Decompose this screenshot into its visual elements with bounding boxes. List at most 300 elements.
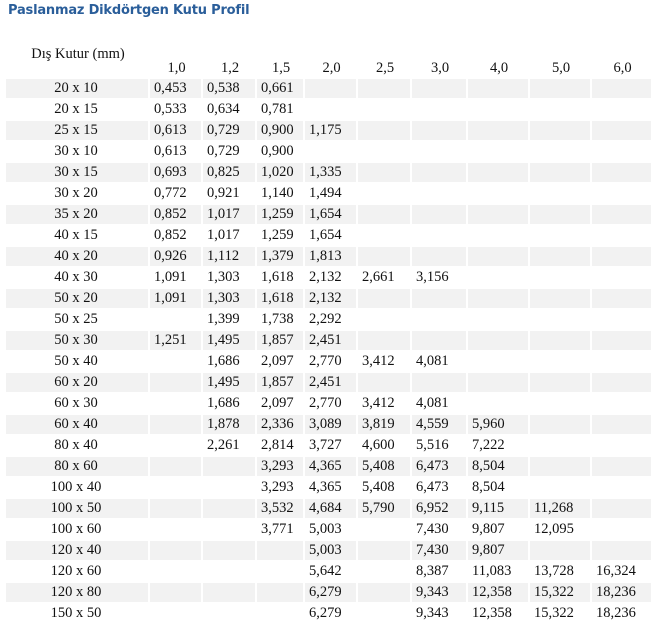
weight-cell: 5,003 <box>305 541 358 562</box>
weight-cell: 9,807 <box>468 520 530 541</box>
dimension-cell: 25 x 15 <box>6 121 150 142</box>
weight-cell: 0,729 <box>203 142 257 163</box>
weight-cell: 6,279 <box>305 604 358 625</box>
table-row <box>6 457 653 478</box>
weight-cell: 1,738 <box>257 310 305 331</box>
weight-cell: 1,259 <box>257 205 305 226</box>
table-row <box>6 163 653 184</box>
weight-cell <box>412 163 468 184</box>
weight-cell: 4,081 <box>412 352 468 373</box>
weight-cell: 9,115 <box>468 499 530 520</box>
weight-cell <box>592 205 653 226</box>
thickness-header: 1,5 <box>271 60 291 76</box>
weight-cell <box>412 247 468 268</box>
weight-cell <box>592 268 653 289</box>
weight-cell <box>150 604 203 625</box>
weight-cell <box>150 541 203 562</box>
table-row <box>6 415 653 436</box>
weight-cell <box>412 289 468 310</box>
weight-cell <box>592 289 653 310</box>
weight-cell: 2,097 <box>257 394 305 415</box>
weight-cell: 2,097 <box>257 352 305 373</box>
thickness-header: 1,2 <box>220 60 240 76</box>
table-row <box>6 499 653 520</box>
weight-cell: 6,473 <box>412 478 468 499</box>
dimension-cell: 60 x 20 <box>6 373 150 394</box>
weight-cell: 12,358 <box>468 604 530 625</box>
weight-cell <box>412 79 468 100</box>
weight-cell <box>468 226 530 247</box>
weight-cell <box>530 268 592 289</box>
weight-cell <box>530 100 592 121</box>
weight-cell: 0,533 <box>150 100 203 121</box>
weight-cell: 1,140 <box>257 184 305 205</box>
weight-cell: 1,857 <box>257 331 305 352</box>
weight-cell: 0,900 <box>257 142 305 163</box>
weight-cell <box>150 457 203 478</box>
weight-cell: 0,729 <box>203 121 257 142</box>
weight-cell <box>412 121 468 142</box>
weight-cell <box>592 184 653 205</box>
weight-cell: 13,728 <box>530 562 592 583</box>
weight-cell <box>257 562 305 583</box>
weight-cell: 7,222 <box>468 436 530 457</box>
weight-cell <box>203 520 257 541</box>
weight-cell <box>358 583 412 604</box>
weight-cell <box>468 310 530 331</box>
dimension-cell: 80 x 60 <box>6 457 150 478</box>
weight-cell <box>530 205 592 226</box>
weight-cell: 0,693 <box>150 163 203 184</box>
weight-cell <box>468 205 530 226</box>
weight-cell: 4,081 <box>412 394 468 415</box>
weight-cell <box>203 499 257 520</box>
profile-weight-table <box>6 46 653 625</box>
weight-cell: 1,091 <box>150 268 203 289</box>
weight-cell <box>592 142 653 163</box>
weight-cell <box>358 520 412 541</box>
weight-cell: 6,473 <box>412 457 468 478</box>
weight-cell: 5,642 <box>305 562 358 583</box>
weight-cell: 1,495 <box>203 373 257 394</box>
weight-cell: 1,686 <box>203 352 257 373</box>
weight-cell: 0,852 <box>150 205 203 226</box>
weight-cell <box>468 373 530 394</box>
weight-cell <box>592 121 653 142</box>
dimension-header: Dış Kutur (mm) <box>31 46 125 62</box>
weight-cell: 3,293 <box>257 457 305 478</box>
weight-cell <box>468 79 530 100</box>
weight-cell <box>530 415 592 436</box>
weight-cell: 7,430 <box>412 520 468 541</box>
weight-cell <box>530 352 592 373</box>
weight-cell <box>412 373 468 394</box>
weight-cell <box>358 310 412 331</box>
weight-cell <box>530 541 592 562</box>
table-row <box>6 604 653 625</box>
weight-cell: 6,279 <box>305 583 358 604</box>
weight-cell: 1,017 <box>203 205 257 226</box>
weight-cell: 0,661 <box>257 79 305 100</box>
weight-cell: 9,343 <box>412 583 468 604</box>
weight-cell <box>530 247 592 268</box>
weight-cell: 1,379 <box>257 247 305 268</box>
weight-cell <box>592 100 653 121</box>
weight-cell <box>150 352 203 373</box>
weight-cell <box>358 100 412 121</box>
weight-cell: 5,408 <box>358 478 412 499</box>
table-row <box>6 79 653 100</box>
weight-cell: 1,303 <box>203 268 257 289</box>
table-row <box>6 142 653 163</box>
weight-cell <box>468 142 530 163</box>
weight-cell <box>530 310 592 331</box>
weight-cell <box>203 457 257 478</box>
weight-cell: 1,399 <box>203 310 257 331</box>
table-row <box>6 184 653 205</box>
weight-cell <box>592 373 653 394</box>
thickness-header: 5,0 <box>551 60 571 76</box>
weight-cell <box>358 604 412 625</box>
weight-cell <box>358 289 412 310</box>
weight-cell <box>592 226 653 247</box>
weight-cell <box>592 415 653 436</box>
table-row <box>6 247 653 268</box>
weight-cell <box>412 310 468 331</box>
thickness-header: 4,0 <box>489 60 509 76</box>
table-row <box>6 226 653 247</box>
weight-cell <box>530 289 592 310</box>
weight-cell: 3,532 <box>257 499 305 520</box>
dimension-cell: 20 x 15 <box>6 100 150 121</box>
weight-cell <box>468 289 530 310</box>
weight-cell: 5,003 <box>305 520 358 541</box>
dimension-cell: 30 x 15 <box>6 163 150 184</box>
weight-cell: 9,807 <box>468 541 530 562</box>
weight-cell: 2,292 <box>305 310 358 331</box>
weight-cell <box>150 520 203 541</box>
table-body <box>6 79 653 625</box>
weight-cell: 1,654 <box>305 205 358 226</box>
weight-cell: 4,559 <box>412 415 468 436</box>
table-row <box>6 352 653 373</box>
weight-cell: 1,618 <box>257 289 305 310</box>
weight-cell: 1,175 <box>305 121 358 142</box>
weight-cell: 2,132 <box>305 289 358 310</box>
table-row <box>6 205 653 226</box>
weight-cell: 0,613 <box>150 121 203 142</box>
weight-cell: 8,504 <box>468 457 530 478</box>
weight-cell: 11,268 <box>530 499 592 520</box>
weight-cell: 2,336 <box>257 415 305 436</box>
weight-cell <box>592 331 653 352</box>
weight-cell: 3,412 <box>358 394 412 415</box>
weight-cell: 7,430 <box>412 541 468 562</box>
weight-cell <box>592 520 653 541</box>
weight-cell <box>468 247 530 268</box>
dimension-cell: 40 x 20 <box>6 247 150 268</box>
table-row <box>6 373 653 394</box>
weight-cell <box>150 583 203 604</box>
dimension-cell: 40 x 15 <box>6 226 150 247</box>
dimension-cell: 50 x 30 <box>6 331 150 352</box>
table-container <box>6 46 653 625</box>
weight-cell <box>530 457 592 478</box>
weight-cell <box>530 142 592 163</box>
weight-cell: 5,408 <box>358 457 412 478</box>
weight-cell <box>412 142 468 163</box>
weight-cell <box>305 142 358 163</box>
weight-cell: 1,112 <box>203 247 257 268</box>
weight-cell <box>412 205 468 226</box>
weight-cell: 1,251 <box>150 331 203 352</box>
weight-cell <box>592 499 653 520</box>
weight-cell: 15,322 <box>530 604 592 625</box>
weight-cell: 0,634 <box>203 100 257 121</box>
weight-cell: 2,261 <box>203 436 257 457</box>
weight-cell <box>468 331 530 352</box>
weight-cell: 8,387 <box>412 562 468 583</box>
page-title: Paslanmaz Dikdörtgen Kutu Profil <box>8 3 250 18</box>
weight-cell: 5,790 <box>358 499 412 520</box>
weight-cell <box>358 121 412 142</box>
weight-cell: 11,083 <box>468 562 530 583</box>
weight-cell: 18,236 <box>592 583 653 604</box>
weight-cell <box>150 415 203 436</box>
weight-cell <box>150 436 203 457</box>
table-row <box>6 541 653 562</box>
dimension-cell: 60 x 40 <box>6 415 150 436</box>
weight-cell <box>203 583 257 604</box>
weight-cell: 1,017 <box>203 226 257 247</box>
weight-cell: 1,878 <box>203 415 257 436</box>
dimension-cell: 30 x 20 <box>6 184 150 205</box>
weight-cell: 3,771 <box>257 520 305 541</box>
weight-cell <box>530 478 592 499</box>
weight-cell: 3,819 <box>358 415 412 436</box>
weight-cell <box>412 184 468 205</box>
table-row <box>6 289 653 310</box>
weight-cell <box>468 394 530 415</box>
weight-cell <box>592 436 653 457</box>
dimension-cell: 120 x 60 <box>6 562 150 583</box>
weight-cell <box>257 604 305 625</box>
weight-cell <box>358 541 412 562</box>
header-row <box>6 46 653 79</box>
weight-cell <box>150 478 203 499</box>
weight-cell: 0,900 <box>257 121 305 142</box>
weight-cell <box>592 352 653 373</box>
weight-cell <box>592 478 653 499</box>
weight-cell <box>530 436 592 457</box>
weight-cell: 4,600 <box>358 436 412 457</box>
weight-cell <box>358 184 412 205</box>
weight-cell <box>257 541 305 562</box>
weight-cell <box>468 268 530 289</box>
table-row <box>6 583 653 604</box>
weight-cell <box>358 163 412 184</box>
dimension-cell: 30 x 10 <box>6 142 150 163</box>
weight-cell <box>412 331 468 352</box>
table-row <box>6 436 653 457</box>
dimension-cell: 40 x 30 <box>6 268 150 289</box>
weight-cell <box>358 247 412 268</box>
weight-cell: 1,303 <box>203 289 257 310</box>
weight-cell: 1,020 <box>257 163 305 184</box>
weight-cell: 8,504 <box>468 478 530 499</box>
weight-cell: 2,661 <box>358 268 412 289</box>
weight-cell <box>530 163 592 184</box>
thickness-header: 2,5 <box>375 60 395 76</box>
dimension-cell: 100 x 60 <box>6 520 150 541</box>
weight-cell: 12,358 <box>468 583 530 604</box>
weight-cell: 1,091 <box>150 289 203 310</box>
thickness-header: 1,0 <box>167 60 186 76</box>
weight-cell <box>468 163 530 184</box>
weight-cell <box>358 373 412 394</box>
thickness-header: 6,0 <box>613 60 632 76</box>
weight-cell: 0,538 <box>203 79 257 100</box>
dimension-cell: 150 x 50 <box>6 604 150 625</box>
weight-cell <box>592 310 653 331</box>
weight-cell <box>150 394 203 415</box>
weight-cell <box>592 394 653 415</box>
table-row <box>6 310 653 331</box>
weight-cell <box>358 331 412 352</box>
dimension-cell: 35 x 20 <box>6 205 150 226</box>
weight-cell: 1,618 <box>257 268 305 289</box>
weight-cell <box>257 583 305 604</box>
weight-cell: 16,324 <box>592 562 653 583</box>
weight-cell <box>530 184 592 205</box>
weight-cell <box>358 205 412 226</box>
weight-cell: 0,921 <box>203 184 257 205</box>
weight-cell <box>305 79 358 100</box>
table-row <box>6 331 653 352</box>
weight-cell <box>592 457 653 478</box>
dimension-cell: 50 x 40 <box>6 352 150 373</box>
dimension-cell: 100 x 50 <box>6 499 150 520</box>
weight-cell <box>468 100 530 121</box>
weight-cell <box>358 562 412 583</box>
weight-cell <box>203 541 257 562</box>
weight-cell <box>530 394 592 415</box>
weight-cell: 3,156 <box>412 268 468 289</box>
weight-cell: 0,613 <box>150 142 203 163</box>
weight-cell <box>150 562 203 583</box>
weight-cell: 4,365 <box>305 457 358 478</box>
weight-cell: 6,952 <box>412 499 468 520</box>
weight-cell <box>203 478 257 499</box>
weight-cell: 2,770 <box>305 394 358 415</box>
weight-cell <box>203 604 257 625</box>
weight-cell: 1,686 <box>203 394 257 415</box>
weight-cell <box>468 184 530 205</box>
table-row <box>6 268 653 289</box>
weight-cell: 1,813 <box>305 247 358 268</box>
table-row <box>6 100 653 121</box>
weight-cell <box>150 310 203 331</box>
table-row <box>6 562 653 583</box>
dimension-cell: 120 x 80 <box>6 583 150 604</box>
table-row <box>6 394 653 415</box>
weight-cell <box>468 121 530 142</box>
weight-cell <box>468 352 530 373</box>
weight-cell: 1,495 <box>203 331 257 352</box>
weight-cell <box>530 331 592 352</box>
weight-cell: 1,654 <box>305 226 358 247</box>
weight-cell: 18,236 <box>592 604 653 625</box>
weight-cell: 0,852 <box>150 226 203 247</box>
weight-cell <box>412 226 468 247</box>
weight-cell: 9,343 <box>412 604 468 625</box>
weight-cell: 0,781 <box>257 100 305 121</box>
weight-cell: 3,412 <box>358 352 412 373</box>
weight-cell: 3,727 <box>305 436 358 457</box>
weight-cell <box>592 247 653 268</box>
weight-cell: 3,293 <box>257 478 305 499</box>
weight-cell <box>150 373 203 394</box>
weight-cell: 0,772 <box>150 184 203 205</box>
dimension-cell: 50 x 20 <box>6 289 150 310</box>
dimension-cell: 100 x 40 <box>6 478 150 499</box>
weight-cell: 2,814 <box>257 436 305 457</box>
weight-cell: 1,335 <box>305 163 358 184</box>
weight-cell: 2,132 <box>305 268 358 289</box>
weight-cell <box>203 562 257 583</box>
weight-cell <box>530 226 592 247</box>
dimension-cell: 80 x 40 <box>6 436 150 457</box>
weight-cell: 2,451 <box>305 331 358 352</box>
weight-cell: 0,825 <box>203 163 257 184</box>
weight-cell <box>530 373 592 394</box>
weight-cell: 2,451 <box>305 373 358 394</box>
dimension-cell: 50 x 25 <box>6 310 150 331</box>
dimension-cell: 120 x 40 <box>6 541 150 562</box>
dimension-cell: 20 x 10 <box>6 79 150 100</box>
weight-cell: 15,322 <box>530 583 592 604</box>
weight-cell <box>592 541 653 562</box>
weight-cell: 4,684 <box>305 499 358 520</box>
weight-cell <box>358 226 412 247</box>
weight-cell <box>592 79 653 100</box>
weight-cell: 0,926 <box>150 247 203 268</box>
table-row <box>6 121 653 142</box>
weight-cell: 3,089 <box>305 415 358 436</box>
thickness-header: 2,0 <box>322 60 341 76</box>
weight-cell: 0,453 <box>150 79 203 100</box>
weight-cell: 1,857 <box>257 373 305 394</box>
weight-cell <box>530 121 592 142</box>
weight-cell: 12,095 <box>530 520 592 541</box>
dimension-cell: 60 x 30 <box>6 394 150 415</box>
weight-cell: 4,365 <box>305 478 358 499</box>
weight-cell <box>358 142 412 163</box>
weight-cell: 5,960 <box>468 415 530 436</box>
weight-cell: 1,259 <box>257 226 305 247</box>
weight-cell: 2,770 <box>305 352 358 373</box>
thickness-header: 3,0 <box>430 60 450 76</box>
weight-cell <box>530 79 592 100</box>
weight-cell <box>305 100 358 121</box>
weight-cell: 1,494 <box>305 184 358 205</box>
table-row <box>6 478 653 499</box>
weight-cell <box>150 499 203 520</box>
table-row <box>6 520 653 541</box>
weight-cell <box>358 79 412 100</box>
weight-cell <box>592 163 653 184</box>
weight-cell: 5,516 <box>412 436 468 457</box>
